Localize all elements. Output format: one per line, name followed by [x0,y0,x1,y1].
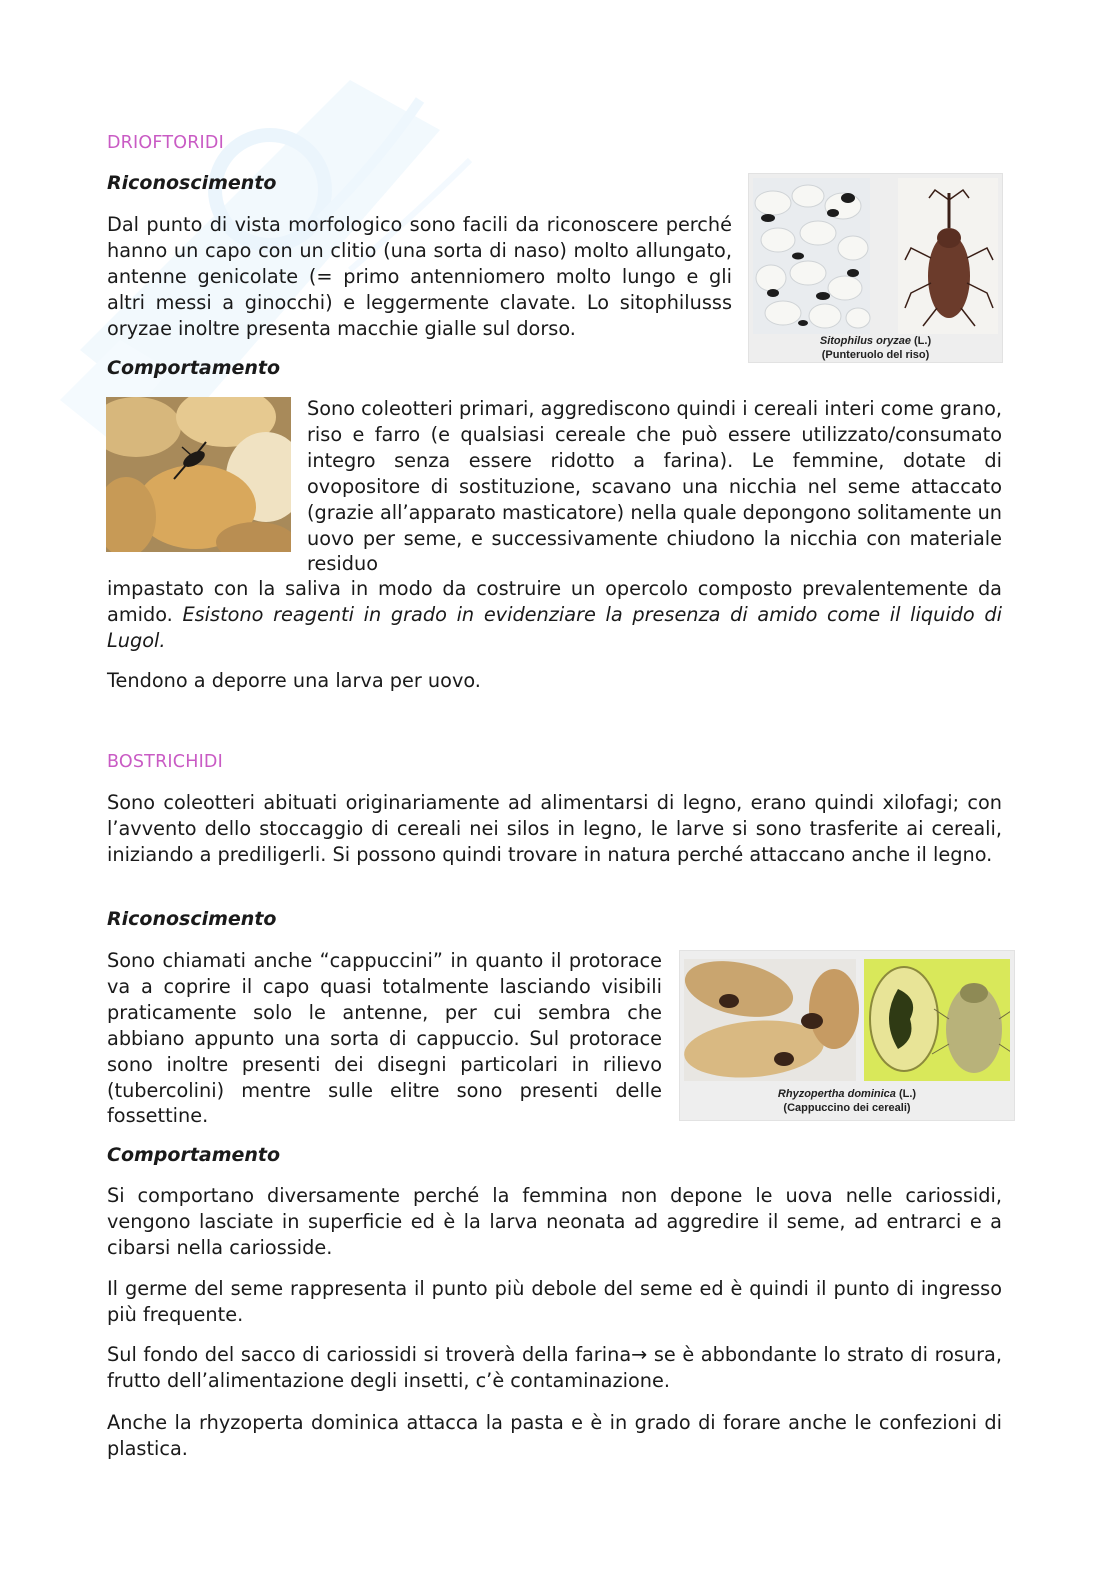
grain-weevil-photo [106,397,291,552]
comportamento-text-beside-photo: Sono coleotteri primari, aggrediscono quindi i cereali interi come grano, riso e farro (e qualsiasi cereale che può essere utilizzato/consumato integro senza essere ridotto a farina). Le femmine, dotate di ovopositore di sostituzione, scavano una nicchia nel seme attaccato (grazie all’apparato masticatore) nella quale depongono solitamente un uovo per seme, e successivamente chiudono la nicchia con materiale residuo [307,397,1003,576]
sitophilus-photo [753,178,998,334]
larva-paragraph: Tendono a deporre una larva per uovo. [107,669,481,692]
section-title-bostrichidi: BOSTRICHIDI [107,752,223,772]
bostrichidi-comportamento-p1: Si comportano diversamente perché la femmina non depone le uova nelle cariossidi, vengono lasciate in superficie ed è la larva neonata ad aggredire il seme, ad entrarci e a cibarsi nella cariosside. [107,1184,1002,1259]
section-title-drioftoridi: DRIOFTORIDI [107,133,224,153]
rhyzopertha-caption-species: Rhyzopertha dominica [777,1088,896,1100]
riconoscimento-paragraph: Dal punto di vista morfologico sono facili da riconoscere perché hanno un capo con un clitio (una sorta di naso) molto allungato, antenne genicolate (= primo antenniomero molto lungo e gli altri messi a ginocchi) e leggermente clavate. Lo sitophilusss oryzae inoltre presenta macchie gialle sul dorso. [107,213,732,340]
lugol-note: Esistono reagenti in grado in evidenziare la presenza di amido come il liquido di Lugol. [107,602,1002,652]
sitophilus-caption-common: (Punteruolo del riso) [821,349,930,361]
comportamento-paragraph-bottom [107,576,1002,654]
comportamento-text-continued: impastato con la saliva in modo da costruire un opercolo composto prevalentemente da amido. [107,577,1002,626]
rhyzopertha-photo [684,959,1010,1081]
rosura-text: se è abbondante lo strato di rosura, frutto dell’alimentazione degli insetti, c’è contaminazione. [107,1343,1002,1392]
rhyzopertha-caption-author: (L.) [895,1088,917,1100]
comportamento-paragraph-top [307,396,1002,577]
comportamento-heading: Comportamento [107,357,281,379]
bostrichidi-riconoscimento-heading: Riconoscimento [107,908,277,930]
bostrichidi-comportamento-p3 [107,1342,1002,1394]
bostrichidi-riconoscimento-paragraph: Sono chiamati anche “cappuccini” in quanto il protorace va a coprire il capo quasi totalmente lasciando visibili praticamente solo le antenne, per cui sembra che abbiano appunto una sorta di cappuccio. Sul protorace sono inoltre presenti dei disegni particolari in rilievo (tubercolini) mentre sulle elitre sono presenti delle fossettine. [107,949,662,1128]
farina-text: Sul fondo del sacco di cariossidi si troverà della farina [107,1343,632,1366]
bostrichidi-comportamento-heading: Comportamento [107,1144,281,1166]
sitophilus-caption-species: Sitophilus oryzae [819,335,911,347]
bostrichidi-comportamento-p4: Anche la rhyzoperta dominica attacca la pasta e è in grado di forare anche le confezioni di plastica. [107,1411,1002,1460]
riconoscimento-heading: Riconoscimento [107,172,277,194]
sitophilus-caption-author: (L.) [910,335,932,347]
sitophilus-figure [748,173,1003,363]
rhyzopertha-figure [679,950,1015,1121]
bostrichidi-intro-paragraph: Sono coleotteri abituati originariamente ad alimentarsi di legno, erano quindi xilofagi; con l’avvento dello stoccaggio di cereali nei silos in legno, le larve si sono trasferite ai cereali, iniziando a prediligerli. Si possono quindi trovare in natura perché attaccano anche il legno. [107,791,1002,866]
bostrichidi-comportamento-p2: Il germe del seme rappresenta il punto più debole del seme ed è quindi il punto di ingresso più frequente. [107,1277,1002,1326]
rhyzopertha-caption-common: (Cappuccino dei cereali) [783,1102,911,1114]
arrow-icon: → [631,1343,648,1366]
